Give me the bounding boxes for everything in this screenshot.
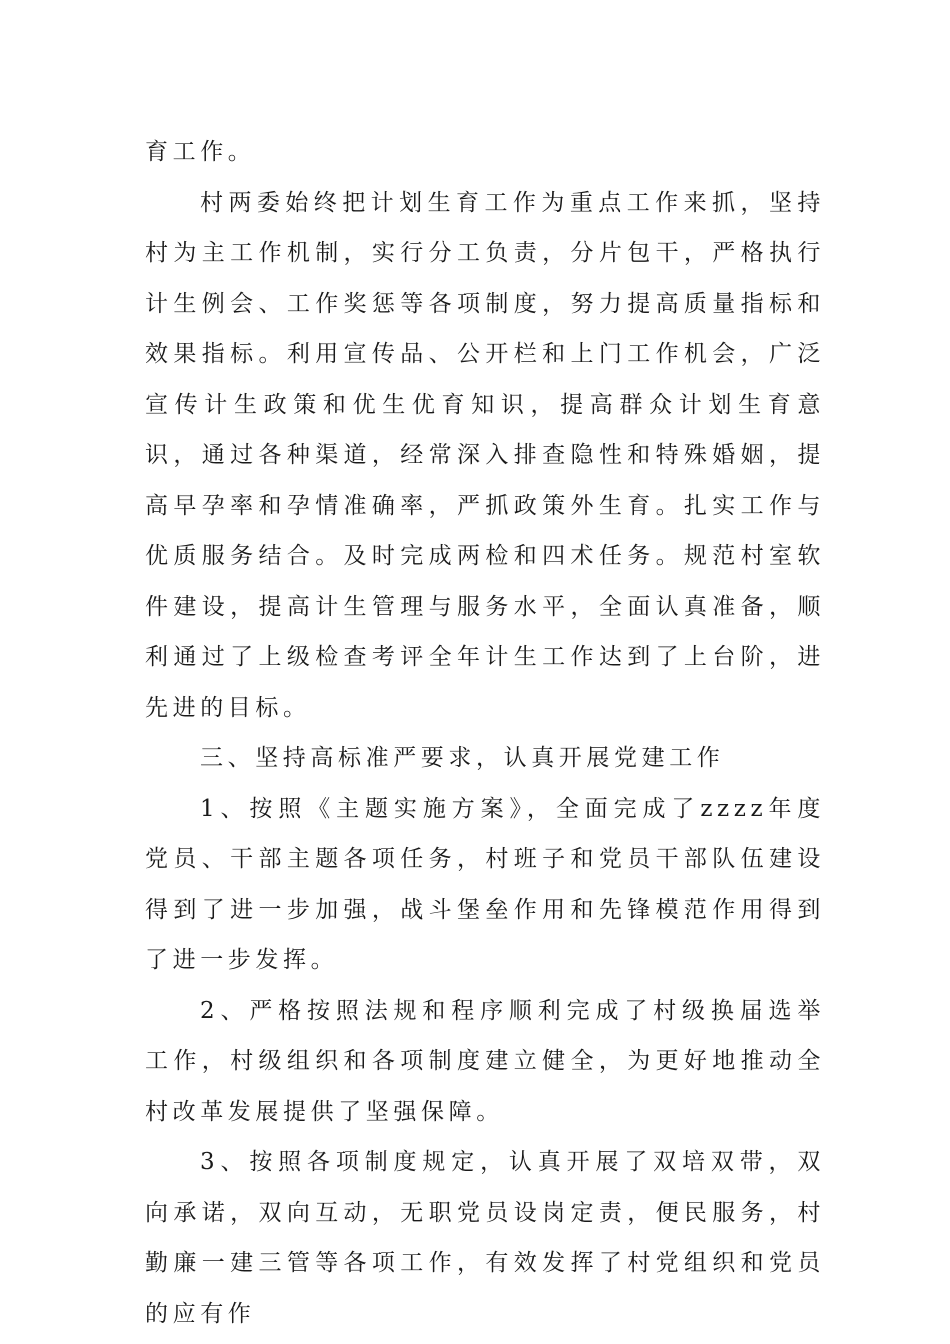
- paragraph-item-3: 3、按照各项制度规定，认真开展了双培双带，双向承诺，双向互动，无职党员设岗定责，便民服务，村勤廉一建三管等各项工作，有效发挥了村党组织和党员的应有作: [145, 1149, 825, 1327]
- paragraph-family-planning: 村两委始终把计划生育工作为重点工作来抓，坚持村为主工作机制，实行分工负责，分片包干，严格执行计生例会、工作奖惩等各项制度，努力提高质量指标和效果指标。利用宣传品、公开栏和上门工作机会，广泛宣传计生政策和优生优育知识，提高群众计划生育意识，通过各种渠道，经常深入排查隐性和特殊婚姻，提高早孕率和孕情准确率，严抓政策外生育。扎实工作与优质服务结合。及时完成两检和四术任务。规范村室软件建设，提高计生管理与服务水平，全面认真准备，顺利通过了上级检查考评全年计生工作达到了上台阶，进先进的目标。: [145, 189, 825, 721]
- paragraph-item-1: 1、按照《主题实施方案》，全面完成了zzzz年度党员、干部主题各项任务，村班子和党员干部队伍建设得到了进一步加强，战斗堡垒作用和先锋模范作用得到了进一步发挥。: [145, 795, 825, 973]
- document-page: [145, 127, 825, 1339]
- paragraph-continuation: 育工作。: [145, 139, 256, 165]
- paragraph-item-2: 2、严格按照法规和程序顺利完成了村级换届选举工作，村级组织和各项制度建立健全，为更好地推动全村改革发展提供了坚强保障。: [145, 997, 825, 1125]
- section-heading-party-building: 三、坚持高标准严要求，认真开展党建工作: [200, 745, 725, 771]
